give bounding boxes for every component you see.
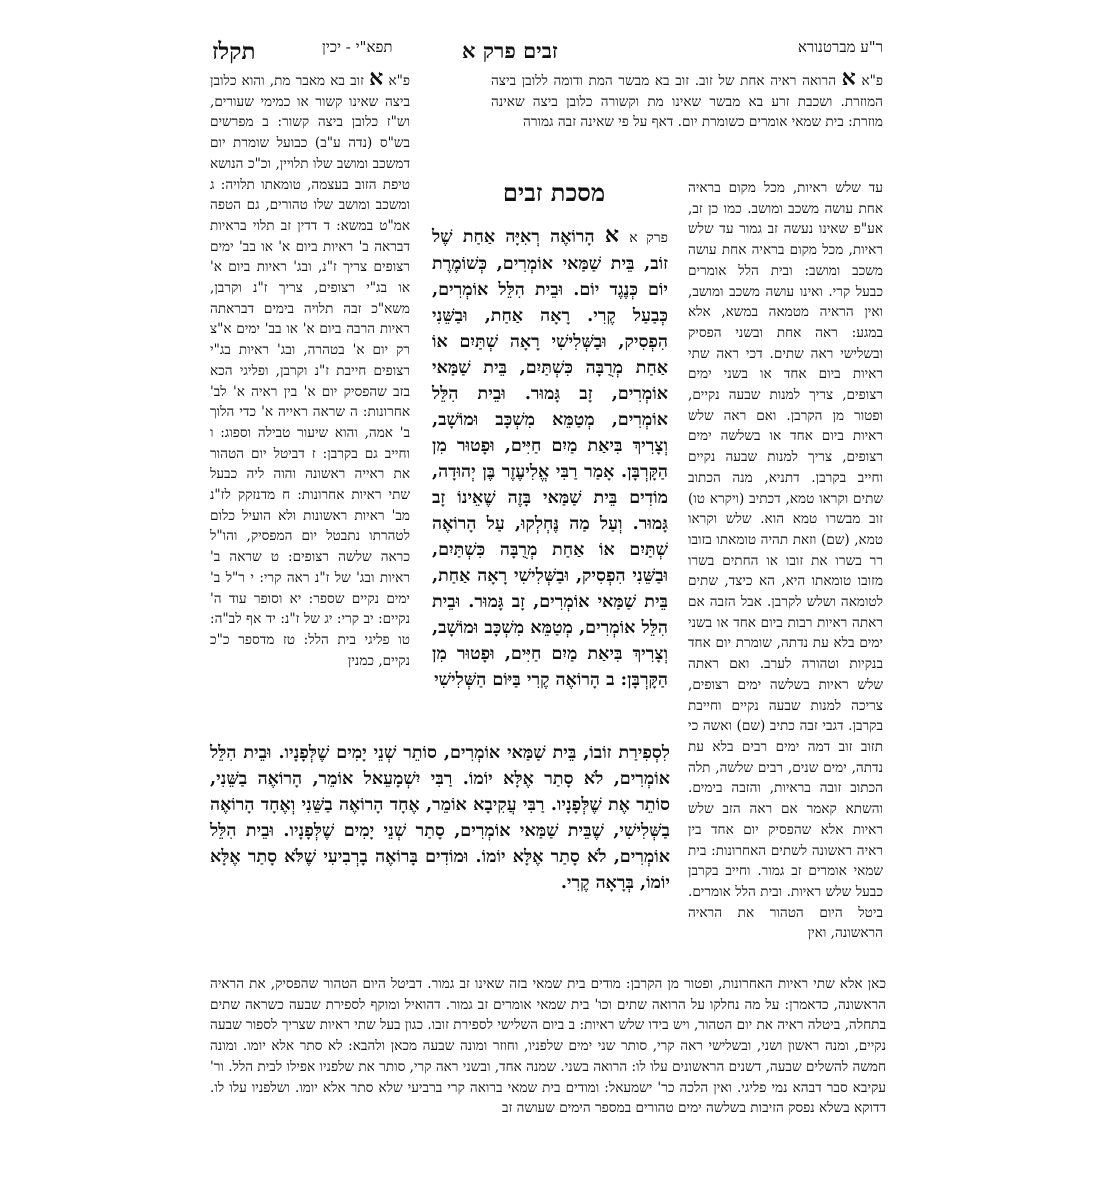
header-yachin-title: תפא"י - יכין: [322, 38, 393, 56]
lead-letter: א: [841, 65, 856, 91]
chapter-label: פ"א: [388, 73, 411, 89]
bartenura-commentary-column: עד שלש ראיות, מכל מקום בראיה אחת עושה משכב ומושב. כמו כן זב, אע"פ שאינו נעשה זב גמור עד שלש ראיות, מכל מקום בראיה אחת עושה משכב ומושב: ובית הלל אומרים כבעל קרי. ואינו עושה משכב ומושב, ואין הראיה מטמאה במשא, אלא במגע: ראה אחת ובשני הפסיק ובשלישי ראה שתים. דכי ראה שתי ראיות ביום אחד או בשני ימים רצופים, צריך למנות שבעה נקיים, ופטור מן הקרבן. ואם ראה שלש ראיות ביום אחד או בשלשה ימים רצופים, צריך למנות שבעה נקיים וחייב בקרבן. דתניא, מנה הכתוב שתים וקראו טמא, דכתיב (ויקרא טו) זוב מבשרו טמא הוא. שלש וקראו טמא, (שם) וזאת תהיה טומאתו בזובו רר בשרו את זובו או החתים בשרו מזובו טומאתו היא, הא כיצד, שתים לטומאה ושלש לקרבן. אבל הזבה אם ראתה ראיות רבות ביום אחד או בשני ימים בלא עת נדתה, שומרת יום אחד בנקיות וטהורה לערב. ואם ראתה שלש ראיות בשלשה ימים רצופים, צריכה למנות שבעה נקיים וחייבת בקרבן. דגבי זבה כתיב (שם) ואשה כי תזוב זוב דמה ימים רבים בלא עת נדתה, ימים שנים, רבים שלשה, תלה הכתוב זובה בראיות, והזבה בימים. והשתא קאמר אם ראה הזב שלש ראיות אלא שהפסיק יום אחד בין ראיה ראשונה לשתים האחרונות: בית שמאי אומרים זב גמור. וחייב בקרבן כבעל שלש ראיות. ובית הלל אומרים. ביטל היום הטהור את הראיה הראשונה, ואין: [688, 180, 883, 942]
chapter-label: פ"א: [861, 73, 883, 89]
page-number: תקלז: [212, 38, 256, 65]
yachin-commentary-column: [210, 65, 411, 671]
mishnah-letter: ב: [606, 670, 615, 690]
tractate-title: מסכת זבים: [502, 178, 606, 207]
mishnah-body: הָרוֹאֶה רְאִיָּה אַחַת שֶׁל זוֹב, בֵּית שַׁמַּאי אוֹמְרִים, כְּשׁוֹמֶרֶת יוֹם כְּנֶגֶד יוֹם. וּבֵית הִלֵּל אוֹמְרִים, כְּבַעַל קֶרִי. רָאָה אַחַת, וּבַשֵּׁנִי הִפְסִיק, וּבַשְּׁלִישִׁי רָאָה שְׁתַּיִם אוֹ אַחַת מְרֻבָּה כִּשְׁתַּיִם, בֵּית שַׁמַּאי אוֹמְרִים, זָב גָּמוּר. וּבֵית הִלֵּל אוֹמְרִים, מְטַמֵּא מִשְׁכָּב וּמוֹשָׁב, וְצָרִיךְ בִּיאַת מַיִם חַיִּים, וּפָטוּר מִן הַקָּרְבָּן. אָמַר רַבִּי אֱלִיעֶזֶר בֶּן יְהוּדָה, מוֹדִים בֵּית שַׁמַּאי בָּזֶה שֶׁאֵינוֹ זָב גָּמוּר. וְעַל מַה נֶּחְלְקוּ, עַל הָרוֹאֶה שְׁתַּיִם אוֹ אַחַת מְרֻבָּה כִּשְׁתַּיִם, וּבַשֵּׁנִי הִפְסִיק, וּבַשְּׁלִישִׁי רָאָה אַחַת, בֵּית שַׁמַּאי אוֹמְרִים, זָב גָּמוּר. וּבֵית הִלֵּל אוֹמְרִים, מְטַמֵּא מִשְׁכָּב וּמוֹשָׁב, וְצָרִיךְ בִּיאַת מַיִם חַיִּים, וּפָטוּר מִן הַקָּרְבָּן:: [432, 227, 668, 690]
header-tractate-chapter: זבים פרק א: [462, 38, 558, 63]
mishnah-letter: א: [604, 222, 619, 248]
commentary-text: זוב בא מאבר מת, והוא כלובן ביצה שאינו קשור או כמימי שעורים, וש"ז כלובן ביצה קשור: ב מפרשים בש"ס (נדה ע"ב) כבועל שומרת יום דמשכב ומושב שלו תלויין, וכ"כ הנושא טיפת הזוב בעצמה, טומאתו תלויה: ג ומשכב ומושב שלו טהורים, גם הטפה אמ"ט במשא: ד דדין זב תלוי בראיות דבראה ב' ראיות ביום א' או בב' ימים רצופים צריך ז"נ, ובג' ראיות ביום א' או בג"י רצופים, צריך ז"נ וקרבן, משא"כ זבה תלויה בימים דבראתה ראיות הרבה ביום א' או בב' ימים א"צ רק יום א' בטהרה, ובג' ראיות בג"י רצופים חייבת ז"נ וקרבן, ופליגי הכא בזב שהפסיק יום א' בין ראיה א' לב' אחרונות: ה שראה ראייה א' כדי הלוך ב' אמה, והוא שיעור טבילה וספוג: ו וחייב גם בקרבן: ז דביטל יום הטהור את ראייה ראשונה והוה ליה כבעל שתי ראיות אחרונות: ח מדנזקק לז"נ מב' ראיות ראשונות ולא הועיל כלום לטהרתו נתבטל יום המפסיק, והו"ל כראה שלשה רצופים: ט שראה ב' ראיות ובג' של ז"נ ראה קרי: י ר"ל ב' ימים נקיים שספר: יא וסופר עוד ה' נקיים: יב קרי: יג של ז"נ: יד אף לב"ה: טו פליגי בית הלל: טז מדספר כ"כ נקיים, כמנין: [210, 73, 410, 669]
mishnah-text: [432, 222, 668, 693]
commentary-text: הרואה ראיה אחת של זוב. זוב בא מבשר המת ודומה ללובן ביצה המוזרת. ושכבת זרע בא מבשר שאינו מת וקשורה כלובן ביצה שאינה מוזרת: בית שמאי אומרים כשומרת יום. דאף על פי שאינה זבה גמורה: [491, 73, 883, 131]
bartenura-commentary-top: [491, 65, 883, 133]
bartenura-commentary-bottom: כאן אלא שתי ראיות האחרונות, ופטור מן הקרבן: מודים בית שמאי בזה שאינו זב גמור. דביטל היום הטהור שהפסיק, את הראיה הראשונה, כדאמרן: על מה נחלקו על הרואה שתים וכו' בית שמאי אומרים זב גמור. דהואיל ומוקף לספירת שבעה כשראה שתים בתחלה, ביטלה ראיה את יום הטהור, ויש בידו שלש ראיות: ב ביום השלישי לספירת זובו. כגון בעל שתי ראיות שצריך לספור שבעה נקיים, ומנה ראשון ושני, ובשלישי ראה קרי, סותר שני ימים שלפניו, וחוזר ומונה שבעה מכאן ולהבא: לא סתר אלא יומו. ומונה חמשה להשלים שבעה, דשנים הראשונים עלו לו: הרואה בשני. שמנה אחד, ובשני ראה קרי, סותר את שלפניו אפילו לבית הלל. ור' עקיבא סבר דבהא נמי פליגי. ואין הלכה כר' ישמעאל: ומודים בית שמאי ברואה קרי ברביעי שלא סתר אלא יומו. ושלפניו עלו לו. דדוקא בשלא נפסק הזיבות בשלשה ימים טהורים במספר הימים שעושה זב: [210, 976, 886, 1117]
mishnah-body: הָרוֹאֶה קֶרִי בַּיּוֹם הַשְּׁלִישִׁי: [434, 670, 600, 690]
header-commentary-title: ר"ע מברטנורא: [797, 38, 883, 56]
lead-letter: א: [369, 65, 384, 91]
chapter-label: פרק א: [629, 230, 669, 246]
mishnah-continuation: לִסְפִירַת זוֹבוֹ, בֵּית שַׁמַּאי אוֹמְרִים, סוֹתֵר שְׁנֵי יָמִים שֶׁלְּפָנָיו. וּבֵית הִלֵּל אוֹמְרִים, לֹא סָתַר אֶלָּא יוֹמוֹ. רַבִּי יִשְׁמָעֵאל אוֹמֵר, הָרוֹאֶה בַשֵּׁנִי, סוֹתֵר אֶת שֶׁלְּפָנָיו. רַבִּי עֲקִיבָא אוֹמֵר, אֶחָד הָרוֹאֶה בַשֵּׁנִי וְאֶחָד הָרוֹאֶה בַשְּׁלִישִׁי, שֶׁבֵּית שַׁמַּאי אוֹמְרִים, סָתַר שְׁנֵי יָמִים שֶׁלְּפָנָיו. וּבֵית הִלֵּל אוֹמְרִים, לֹא סָתַר אֶלָּא יוֹמוֹ. וּמוֹדִים בָּרוֹאֶה בָרְבִיעִי שֶׁלֹּא סָתַר אֶלָּא יוֹמוֹ, בְּרָאָה קֶרִי.: [210, 743, 670, 893]
